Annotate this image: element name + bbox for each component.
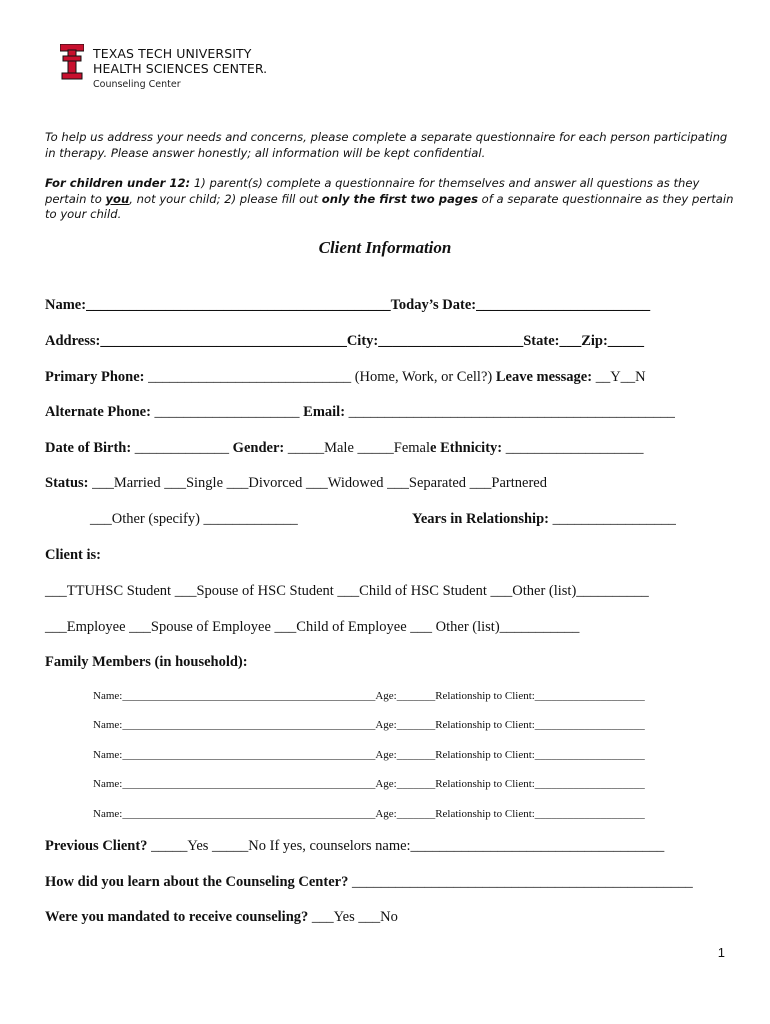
family-members-label (45, 654, 248, 671)
years-relationship-field[interactable]: _________________ (548, 511, 676, 527)
learn-about-field[interactable]: _______________________________________________ (348, 874, 693, 890)
learn-about-label: How did you learn about the Counseling Center? (45, 874, 349, 890)
mandated-row[interactable] (45, 909, 398, 926)
client-type-row-2[interactable]: ___Employee ___Spouse of Employee ___Child of Employee ___ Other (list)___________ (45, 619, 580, 635)
other-specify-field[interactable]: ___Other (specify) _____________ (90, 511, 298, 527)
intro-first-two-pages: only the first two pages (321, 191, 478, 206)
intro-paragraph-1: To help us address your needs and concerns, please complete a separate questionnaire for each person participating in therapy. Please answer honestly; all information will be kept confidential. (45, 130, 728, 160)
gender-e: e (430, 440, 437, 456)
status-label: Status: (45, 475, 89, 491)
section-title: Client Information (318, 238, 452, 257)
family-member-row[interactable]: Name:______________________________________________Age:_______Relationship to Client:____________________ (93, 778, 645, 790)
mandated-label: Were you mandated to receive counseling? (45, 909, 309, 925)
logo-department: Counseling Center (93, 79, 181, 90)
ttuhsc-logo (60, 42, 290, 94)
alt-phone-email-row[interactable] (45, 404, 675, 421)
alternate-phone-field[interactable]: ____________________ (150, 404, 304, 420)
gender-label: Gender: (232, 440, 285, 456)
leave-message-field[interactable]: __Y__N (592, 369, 646, 385)
name-date-field[interactable]: Name:__________________________________________Today’s Date:________________________ (45, 297, 651, 313)
mandated-field[interactable]: ___Yes ___No (308, 909, 398, 925)
address-field[interactable]: Address:__________________________________City:____________________State:___Zip:_____ (45, 333, 645, 349)
logo-hsc-name: HEALTH SCIENCES CENTER. (93, 61, 268, 76)
years-relationship-row[interactable] (412, 511, 676, 528)
leave-message-label: Leave message: (495, 369, 593, 385)
page-number: 1 (717, 945, 725, 960)
phone-row[interactable] (45, 369, 646, 386)
email-field[interactable]: _____________________________________________ (345, 404, 675, 420)
client-is-text: Client is: (45, 547, 101, 563)
dob-gender-row[interactable] (45, 440, 643, 457)
family-member-row[interactable]: Name:______________________________________________Age:_______Relationship to Client:____________________ (93, 690, 645, 702)
intro-text-b: , not your child; 2) please fill out (129, 191, 322, 206)
intro-text-a: 1) parent(s) complete a questionnaire for themselves and answer all questions as they pertain to (45, 176, 700, 206)
client-type-row-1[interactable]: ___TTUHSC Student ___Spouse of HSC Student ___Child of HSC Student ___Other (list)__________ (45, 583, 649, 599)
primary-phone-label: Primary Phone: (45, 369, 145, 385)
primary-phone-field[interactable]: ____________________________ (Home, Work, or Cell?) (144, 369, 496, 385)
name-date-row[interactable] (45, 297, 650, 314)
intro-you-emphasis: you (105, 191, 130, 206)
family-members-text: Family Members (in household): (45, 654, 248, 670)
previous-client-label: Previous Client? (45, 838, 148, 854)
previous-client-field[interactable]: _____Yes _____No If yes, counselors name:___________________________________ (147, 838, 665, 854)
status-options[interactable]: ___Married ___Single ___Divorced ___Widowed ___Separated ___Partnered (88, 475, 547, 491)
learn-about-row[interactable] (45, 874, 693, 891)
email-label: Email: (303, 404, 346, 420)
other-specify-row[interactable] (90, 511, 298, 528)
dob-label: Date of Birth: (45, 440, 132, 456)
intro-text-c: of a separate questionnaire as they pertain to your child. (45, 191, 734, 221)
ethnicity-label: Ethnicity: (436, 440, 503, 456)
ethnicity-field[interactable]: ___________________ (502, 440, 644, 456)
years-relationship-label: Years in Relationship: (412, 511, 549, 527)
dob-field[interactable]: _____________ (131, 440, 233, 456)
previous-client-row[interactable] (45, 838, 664, 855)
alternate-phone-label: Alternate Phone: (45, 404, 151, 420)
gender-field[interactable]: _____Male _____Femal (284, 440, 431, 456)
family-member-row[interactable]: Name:______________________________________________Age:_______Relationship to Client:____________________ (93, 808, 645, 820)
family-member-row[interactable]: Name:______________________________________________Age:_______Relationship to Client:____________________ (93, 749, 645, 761)
double-t-logo-icon (60, 44, 84, 80)
address-row[interactable] (45, 333, 644, 350)
client-is-label (45, 547, 101, 564)
status-row[interactable] (45, 475, 547, 492)
intro-children-heading: For children under 12: (45, 176, 191, 190)
family-member-row[interactable]: Name:______________________________________________Age:_______Relationship to Client:____________________ (93, 719, 645, 731)
intro-paragraph-2 (45, 176, 735, 223)
logo-university-name: TEXAS TECH UNIVERSITY (93, 46, 252, 61)
